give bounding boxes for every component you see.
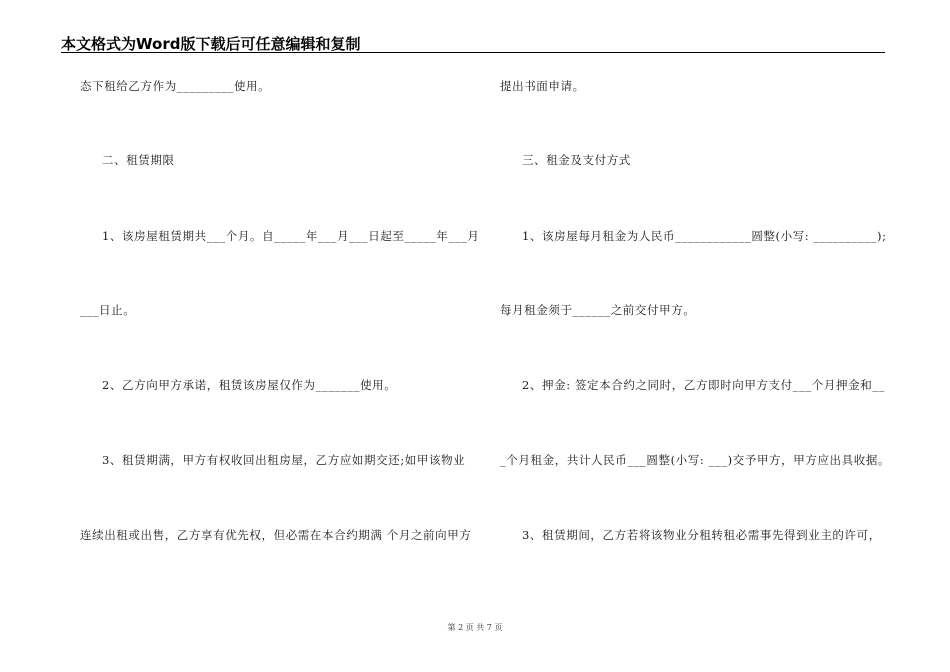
left-line-usage-promise: 2、乙方向甲方承诺，租赁该房屋仅作为_______使用。: [102, 378, 397, 392]
right-line-deposit: 2、押金: 签定本合约之同时，乙方即时向甲方支付___个月押金和__: [522, 378, 885, 392]
right-line-monthly-rent: 1、该房屋每月租金为人民币____________圆整(小写: __________);: [522, 229, 887, 243]
header-divider: [61, 52, 885, 53]
left-line-1: 态下租给乙方作为_________使用。: [80, 79, 271, 93]
right-line-written-application: 提出书面申请。: [500, 79, 585, 93]
right-line-deposit-total: _个月租金，共计人民币___圆整(小写: ___)交予甲方，甲方应出具收据。: [500, 453, 891, 467]
left-line-priority-right: 连续出租或出售，乙方享有优先权，但必需在本合约期满 个月之前向甲方: [80, 528, 472, 542]
left-line-lease-period: 1、该房屋租赁期共___个月。自_____年___月___日起至_____年___月: [102, 229, 480, 243]
right-line-sublease: 3、租赁期间，乙方若将该物业分租转租必需事先得到业主的许可，: [522, 528, 881, 542]
left-section-heading-lease-term: 二、租赁期限: [102, 153, 175, 167]
page-number-footer: 第 2 页 共 7 页: [447, 623, 503, 632]
right-section-heading-rent-payment: 三、租金及支付方式: [522, 153, 631, 167]
left-line-end-date: ___日止。: [80, 303, 136, 317]
document-header-title: 本文格式为Word版下载后可任意编辑和复制: [61, 35, 361, 53]
right-line-payment-deadline: 每月租金须于______之前交付甲方。: [500, 303, 696, 317]
left-line-lease-expiry: 3、租赁期满，甲方有权收回出租房屋，乙方应如期交还;如甲该物业: [102, 453, 466, 467]
